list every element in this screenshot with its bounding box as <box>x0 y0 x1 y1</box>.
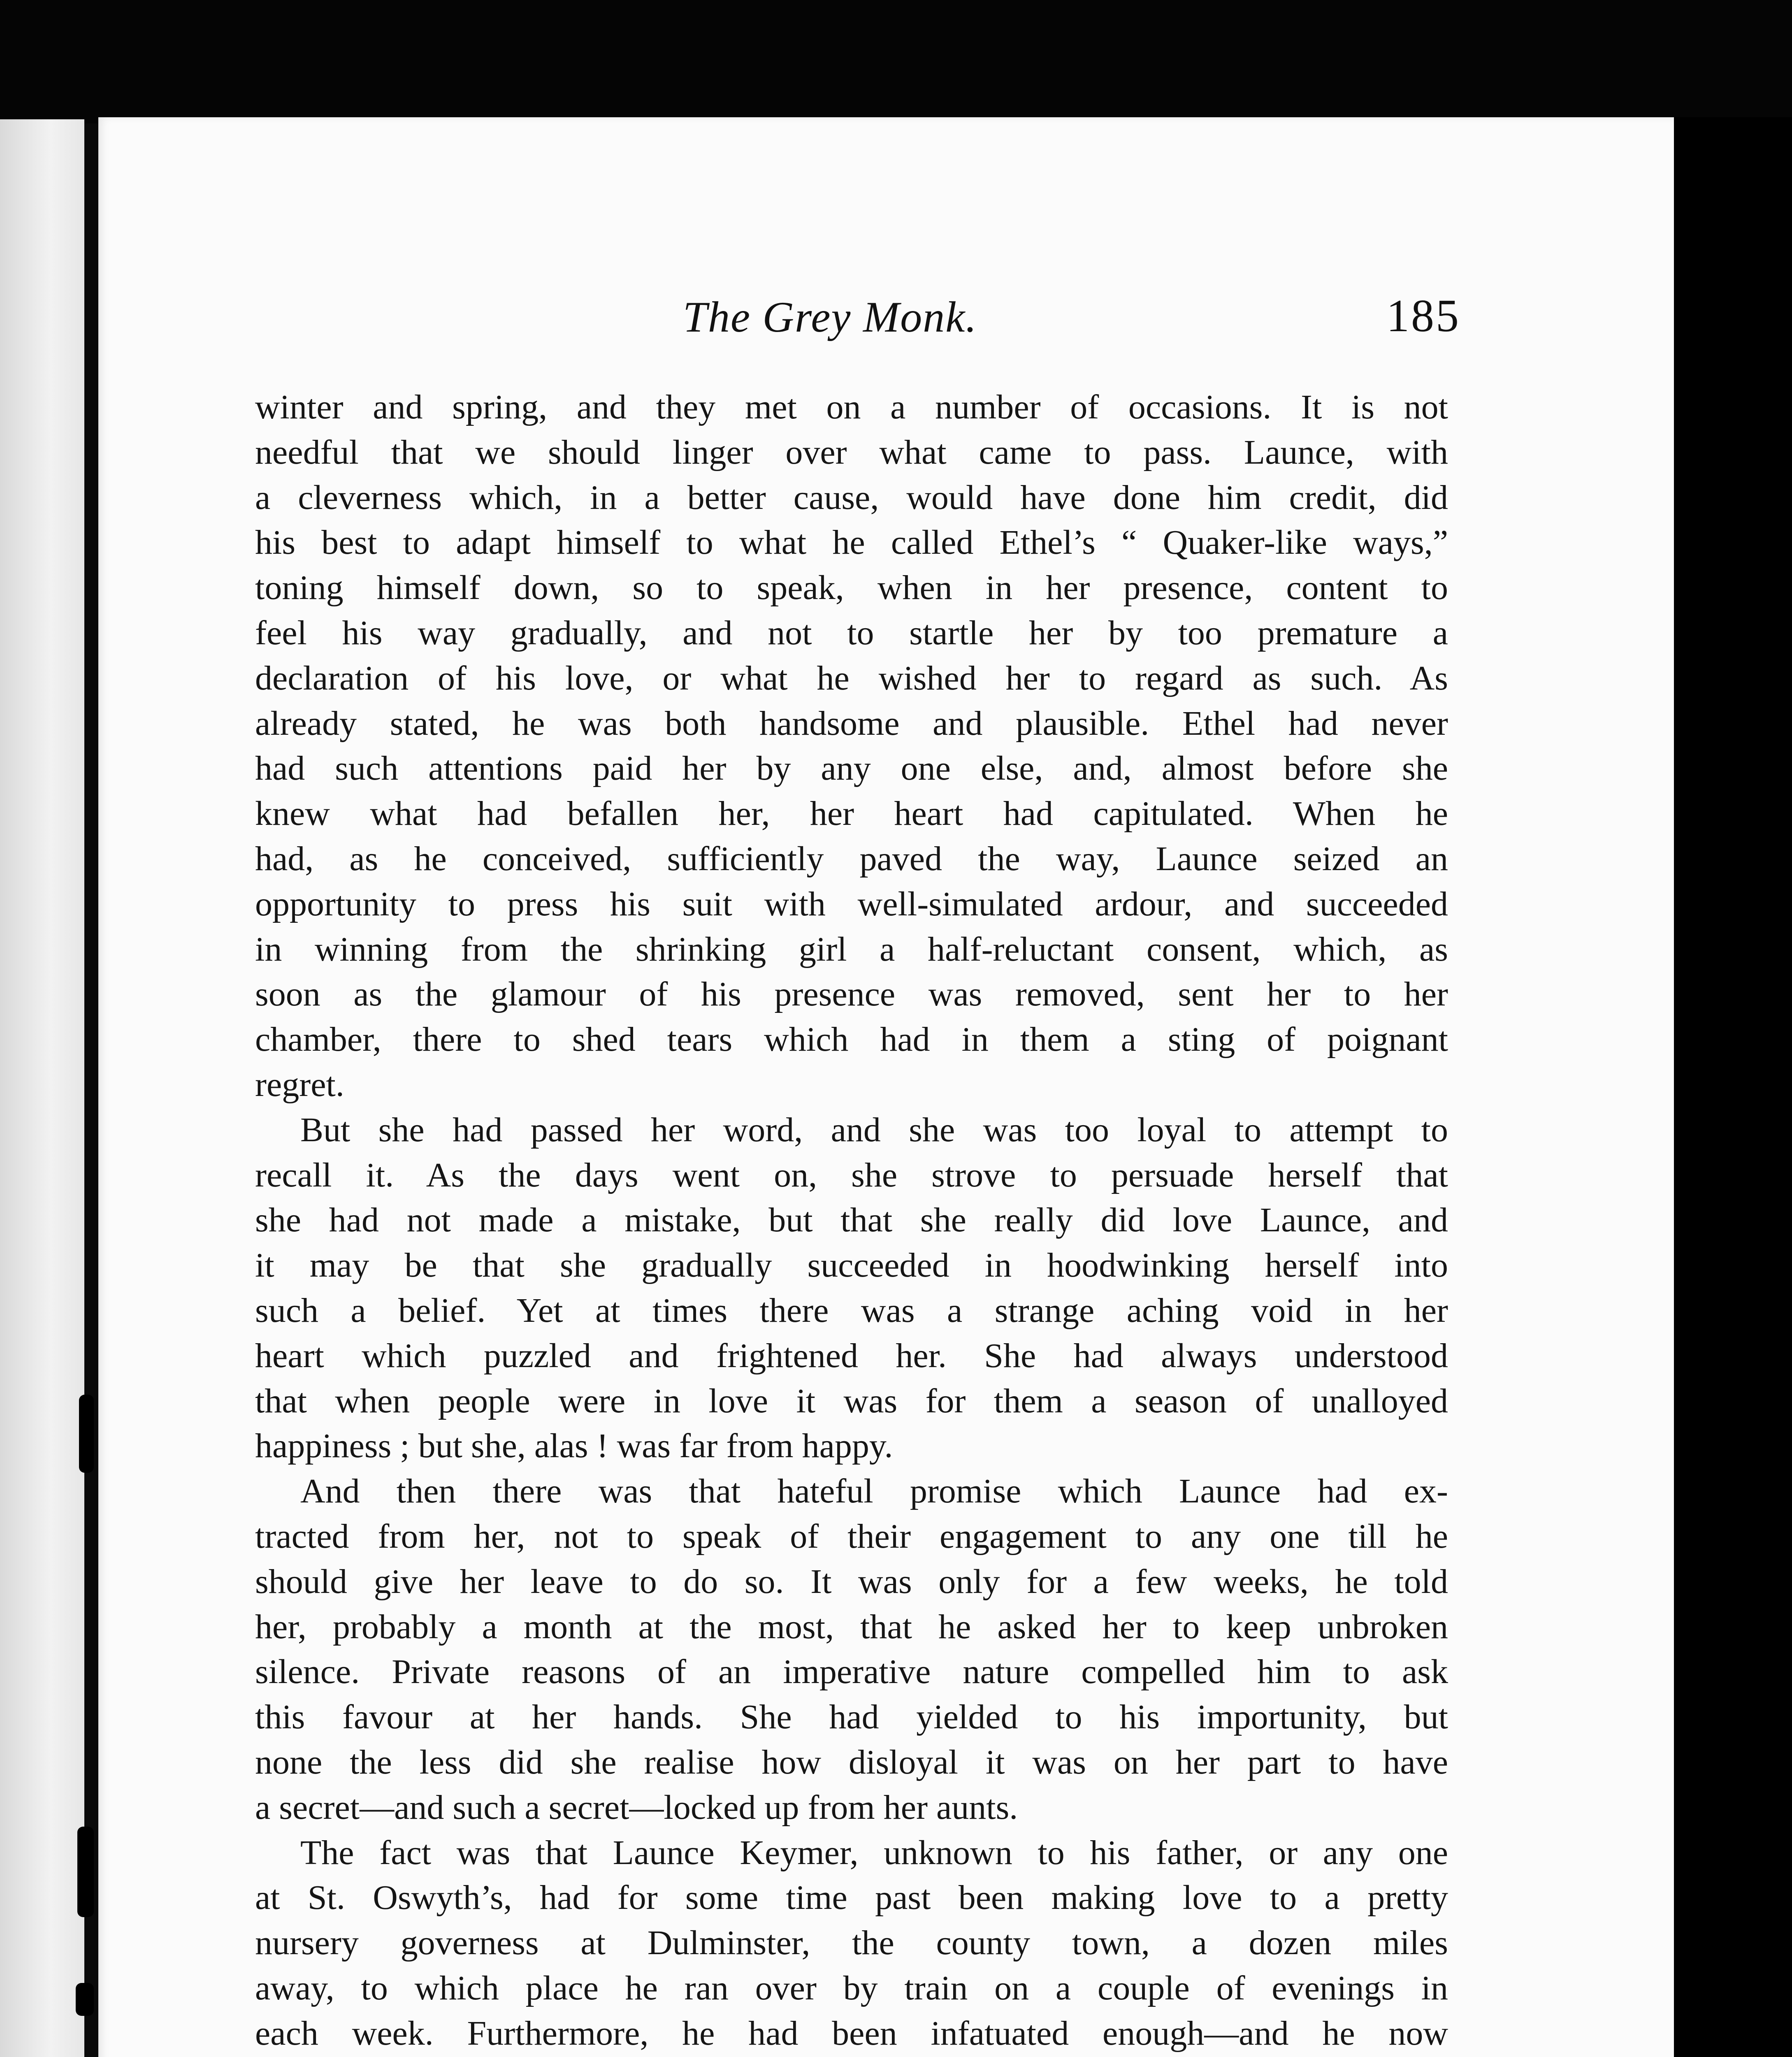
text-line: regret. <box>255 1065 344 1104</box>
text-line: in winning from the shrinking girl a half-reluctant consent, which, as <box>255 930 1448 968</box>
text-line: had, as he conceived, sufficiently paved the way, Launce seized an <box>255 839 1448 878</box>
text-line: declaration of his love, or what he wished her to regard as such. As <box>255 659 1448 697</box>
text-line: should give her leave to do so. It was only for a few weeks, he told <box>255 1562 1448 1601</box>
text-line: at St. Oswyth’s, had for some time past been making love to a pretty <box>255 1878 1448 1917</box>
text-line: opportunity to press his suit with well-simulated ardour, and succeeded <box>255 885 1448 923</box>
binding-mark <box>76 1983 94 2016</box>
text-line: heart which puzzled and frightened her. She had always understood <box>255 1336 1448 1375</box>
binding-mark <box>79 1395 94 1473</box>
text-line: recall it. As the days went on, she strove to persuade herself that <box>255 1156 1448 1194</box>
text-line: But she had passed her word, and she was too loyal to attempt to <box>300 1110 1448 1149</box>
text-line: it may be that she gradually succeeded in hoodwinking herself into <box>255 1246 1448 1285</box>
text-line: feel his way gradually, and not to startle her by too premature a <box>255 613 1448 652</box>
text-line: a secret—and such a secret—locked up from her aunts. <box>255 1788 1018 1827</box>
text-line: chamber, there to shed tears which had in them a sting of poignant <box>255 1020 1448 1059</box>
scan-border <box>1674 117 1792 2057</box>
text-line: her, probably a month at the most, that he asked her to keep unbroken <box>255 1607 1448 1646</box>
text-line: such a belief. Yet at times there was a strange aching void in her <box>255 1291 1448 1330</box>
text-line: she had not made a mistake, but that she really did love Launce, and <box>255 1201 1448 1240</box>
text-line: nursery governess at Dulminster, the county town, a dozen miles <box>255 1924 1448 1962</box>
text-line: needful that we should linger over what came to pass. Launce, with <box>255 433 1448 471</box>
body-text <box>255 385 1448 2057</box>
text-line: tracted from her, not to speak of their engagement to any one till he <box>255 1517 1448 1556</box>
text-line: had such attentions paid her by any one else, and, almost before she <box>255 749 1448 788</box>
text-line: his best to adapt himself to what he called Ethel’s “ Quaker-like ways,” <box>255 523 1448 562</box>
text-line: silence. Private reasons of an imperative nature compelled him to ask <box>255 1653 1448 1691</box>
text-line: happiness ; but she, alas ! was far from happy. <box>255 1427 893 1465</box>
text-line: And then there was that hateful promise which Launce had ex- <box>300 1472 1448 1511</box>
facing-page-edge <box>0 119 84 2057</box>
text-line: The fact was that Launce Keymer, unknown to his father, or any one <box>300 1833 1448 1872</box>
binding-mark <box>77 1827 94 1917</box>
text-line: that when people were in love it was for them a season of unalloyed <box>255 1381 1448 1420</box>
text-line: away, to which place he ran over by train on a couple of evenings in <box>255 1969 1448 2007</box>
text-line: soon as the glamour of his presence was removed, sent her to her <box>255 975 1448 1014</box>
running-title: The Grey Monk. <box>683 293 977 341</box>
text-line: none the less did she realise how disloyal it was on her part to have <box>255 1743 1448 1781</box>
text-line: already stated, he was both handsome and plausible. Ethel had never <box>255 704 1448 743</box>
page-number: 185 <box>1386 290 1460 341</box>
text-line: toning himself down, so to speak, when in her presence, content to <box>255 569 1448 607</box>
text-line: winter and spring, and they met on a number of occasions. It is not <box>255 388 1448 426</box>
text-line: knew what had befallen her, her heart had capitulated. When he <box>255 794 1448 833</box>
text-line: each week. Furthermore, he had been infatuated enough—and he now <box>255 2014 1448 2052</box>
binding-gutter <box>84 123 98 2057</box>
text-line: a cleverness which, in a better cause, would have done him credit, did <box>255 478 1448 517</box>
running-head <box>255 288 1460 350</box>
text-line: this favour at her hands. She had yielded to his importunity, but <box>255 1698 1448 1737</box>
